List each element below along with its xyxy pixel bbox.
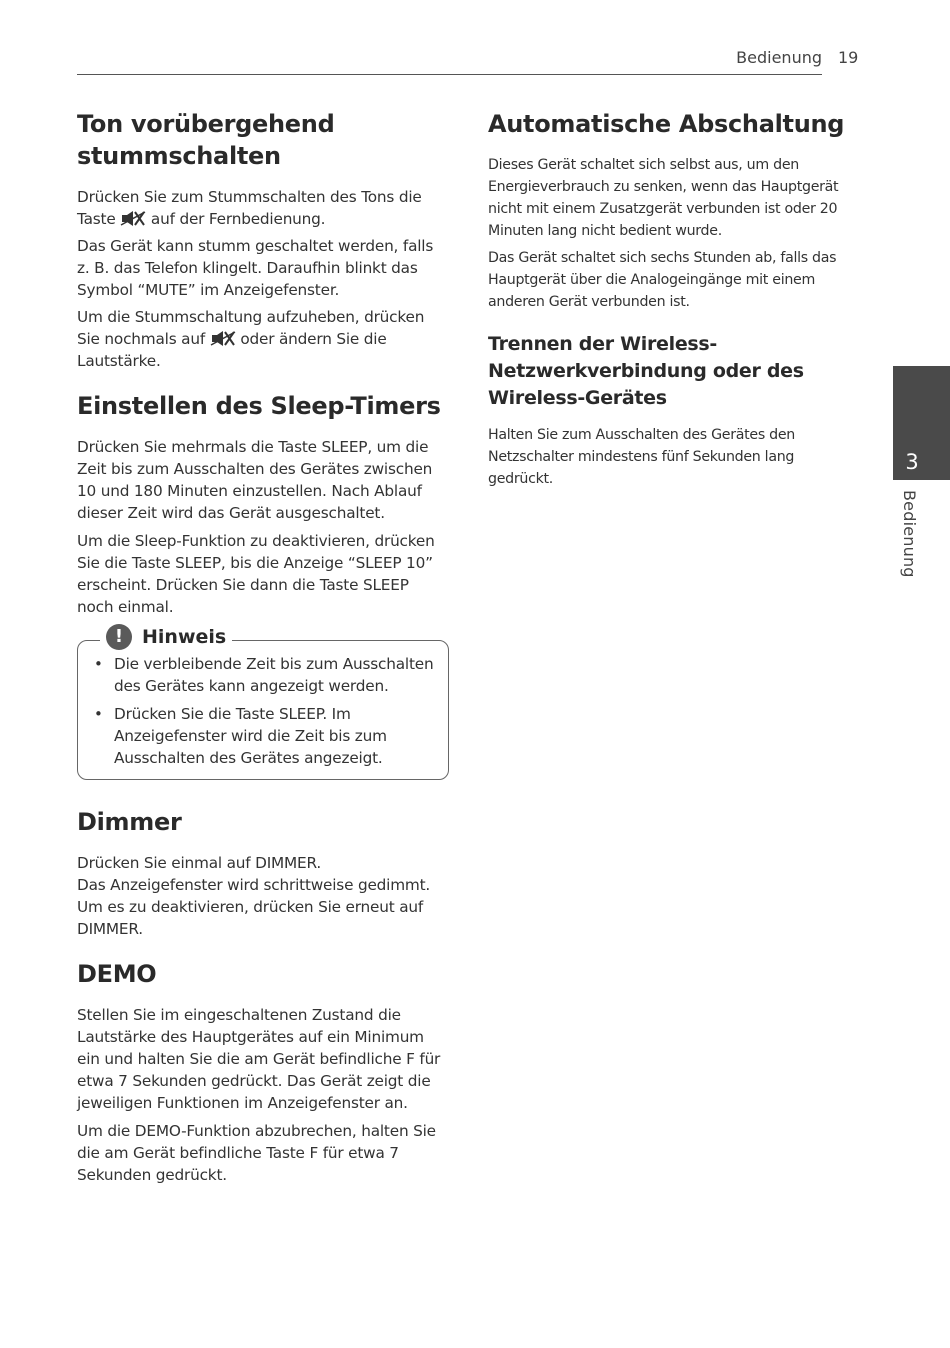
note-item xyxy=(92,703,438,769)
auto-off-paragraph-1: Dieses Gerät schaltet sich selbst aus, um den Energieverbrauch zu senken, wenn das Hauptgerät nicht mit einem Zusatzgerät verbunden ist oder 20 Minuten lang nicht bedient wurde. xyxy=(488,157,839,239)
right-column xyxy=(488,108,863,490)
demo-paragraph-2 xyxy=(77,1120,449,1186)
sleep-p2-b: , bis die Anzeige “SLEEP 10” erscheint. Drücken Sie dann die Taste xyxy=(77,554,433,594)
sleep-p1-b: , um die Zeit bis zum Ausschalten des Gerätes zwischen 10 und 180 Minuten einzustellen. Nach Ablauf dieser Zeit wird das Gerät ausgeschaltet. xyxy=(77,438,433,522)
note-header xyxy=(100,624,232,650)
sleep-paragraph-2 xyxy=(77,530,449,618)
demo-p1-a: Stellen Sie im eingeschaltenen Zustand die Lautstärke des Hauptgerätes auf ein Minimum ein und halten Sie die am Gerät befindliche xyxy=(77,1006,424,1068)
mute-p3-tail: oder ändern Sie die Lautstärke. xyxy=(77,330,387,370)
left-column xyxy=(77,108,449,1186)
chapter-label: Bedienung xyxy=(900,490,919,578)
demo-key: F xyxy=(406,1050,415,1068)
note-box xyxy=(77,626,449,780)
sleep-p2-a: Um die Sleep-Funktion zu deaktivieren, drücken Sie die Taste xyxy=(77,532,435,572)
section-wireless xyxy=(488,331,863,490)
note-item: • Die verbleibende Zeit bis zum Ausschalten des Gerätes kann angezeigt werden. xyxy=(92,653,438,697)
auto-off-heading: Automatische Abschaltung xyxy=(488,110,845,138)
dimmer-paragraph xyxy=(77,852,449,940)
auto-off-paragraph-2: Das Gerät schaltet sich sechs Stunden ab, falls das Hauptgerät über die Analogeingänge mit einem anderen Gerät verbunden ist. xyxy=(488,250,837,310)
demo-paragraph-1 xyxy=(77,1004,449,1114)
demo-p1-b: für etwa 7 Sekunden gedrückt. Das Gerät zeigt die jeweiligen Funktionen im Anzeigefenster an. xyxy=(77,1050,441,1112)
dimmer-key: DIMMER xyxy=(77,920,139,938)
mute-p1-tail: auf der Fernbedienung. xyxy=(150,210,326,228)
sleep-p2-c: noch einmal. xyxy=(77,598,174,616)
note-list xyxy=(92,653,438,769)
note-item-2-a: Drücken Sie die Taste xyxy=(114,705,279,723)
sleep-heading: Einstellen des Sleep-Timers xyxy=(77,392,441,420)
page-number: 19 xyxy=(838,48,859,67)
sleep-paragraph-1 xyxy=(77,436,449,524)
sleep-key: SLEEP xyxy=(175,554,221,572)
dimmer-line-2: Das Anzeigefenster wird schrittweise gedimmt. xyxy=(77,876,431,894)
section-demo xyxy=(77,958,449,1186)
dimmer-line-3: Um es zu deaktivieren, drücken Sie erneut auf xyxy=(77,898,424,916)
note-title: Hinweis xyxy=(142,626,227,648)
dimmer-key: DIMMER xyxy=(255,854,317,872)
wireless-heading: Trennen der Wireless-Netzwerkverbindung oder des Wireless-Gerätes xyxy=(488,333,804,409)
mute-p1-text: Drücken Sie zum Stummschalten des Tons die Taste xyxy=(77,188,422,228)
demo-key: F xyxy=(309,1144,319,1162)
dimmer-line-1: Drücken Sie einmal auf xyxy=(77,854,256,872)
demo-p2-a: Um die DEMO-Funktion abzubrechen, halten Sie die am Gerät befindliche Taste xyxy=(77,1122,436,1162)
wireless-paragraph: Halten Sie zum Ausschalten des Gerätes den Netzschalter mindestens fünf Sekunden lang gedrückt. xyxy=(488,427,795,487)
section-auto-off xyxy=(488,108,863,313)
mute-p3-text: Um die Stummschaltung aufzuheben, drücken Sie nochmals auf xyxy=(77,308,425,348)
chapter-number: 3 xyxy=(905,450,919,474)
mute-paragraph-2: Das Gerät kann stumm geschaltet werden, falls z. B. das Telefon klingelt. Daraufhin blinkt das Symbol “MUTE” im Anzeigefenster. xyxy=(77,237,434,299)
sleep-p1-a: Drücken Sie mehrmals die Taste xyxy=(77,438,322,456)
mute-paragraph-1 xyxy=(77,186,449,230)
sleep-key: SLEEP xyxy=(278,705,323,723)
mute-icon xyxy=(120,210,146,227)
dimmer-line-1-end: . xyxy=(316,854,322,872)
running-header-section: Bedienung xyxy=(736,48,822,67)
demo-p2-b: für etwa 7 Sekunden gedrückt. xyxy=(77,1144,399,1184)
section-dimmer xyxy=(77,806,449,940)
exclamation-icon: ! xyxy=(106,624,132,650)
demo-heading: DEMO xyxy=(77,960,157,988)
dimmer-line-4-end: . xyxy=(138,920,143,938)
section-sleep xyxy=(77,390,449,780)
sleep-key: SLEEP xyxy=(362,576,409,594)
mute-heading: Ton vorübergehend stummschalten xyxy=(77,110,335,170)
section-mute xyxy=(77,108,449,372)
mute-paragraph-3 xyxy=(77,306,449,372)
dimmer-heading: Dimmer xyxy=(77,808,182,836)
mute-icon xyxy=(210,330,236,347)
header-divider xyxy=(77,74,822,75)
sleep-key: SLEEP xyxy=(321,438,368,456)
note-item-2-b: . Im Anzeigefenster wird die Zeit bis zum Ausschalten des Gerätes angezeigt. xyxy=(114,705,387,767)
